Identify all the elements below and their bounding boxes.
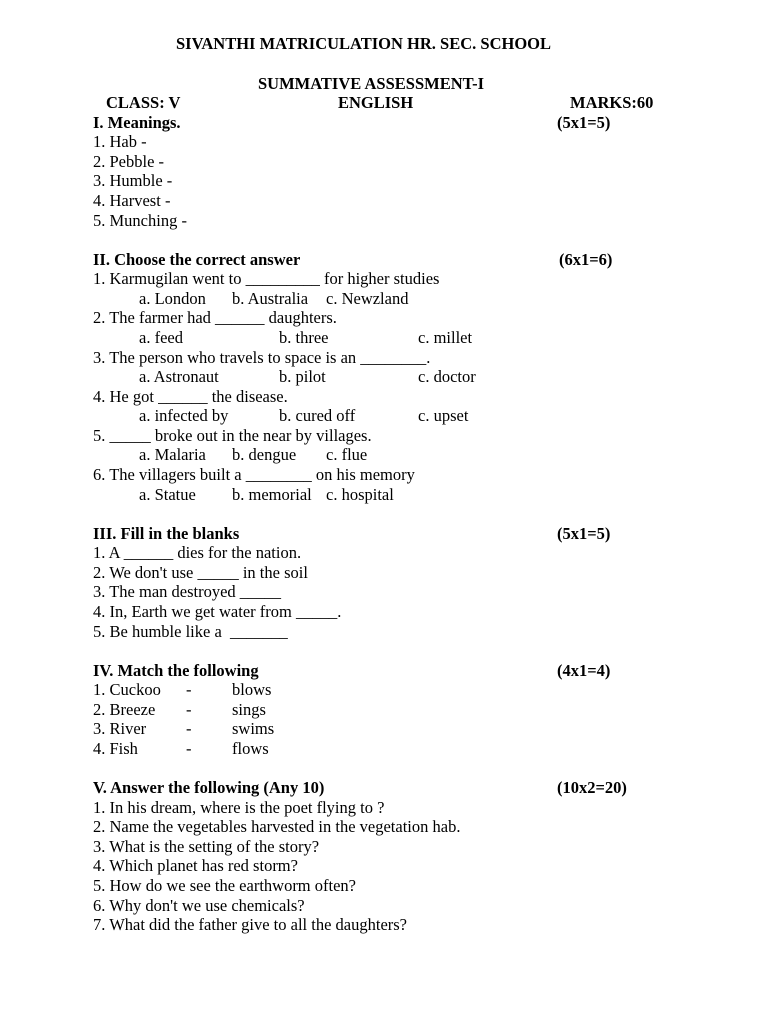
section-2-title: II. Choose the correct answer <box>93 250 301 269</box>
option-b: b. Australia <box>232 289 309 308</box>
match-dash: - <box>186 739 192 758</box>
section-1-title: I. Meanings. <box>93 113 181 132</box>
match-right: blows <box>232 680 272 699</box>
list-item: 1. A ______ dies for the nation. <box>93 543 302 562</box>
option-a: a. Statue <box>139 485 196 504</box>
option-b: b. dengue <box>232 445 297 464</box>
question-text: 2. The farmer had ______ daughters. <box>93 308 337 327</box>
option-c: c. flue <box>326 445 368 464</box>
option-c: c. Newzland <box>326 289 409 308</box>
question-text: 3. The person who travels to space is an ________. <box>93 348 431 367</box>
option-b: b. memorial <box>232 485 312 504</box>
list-item: 2. Name the vegetables harvested in the vegetation hab. <box>93 817 461 836</box>
list-item: 7. What did the father give to all the daughters? <box>93 915 408 934</box>
match-dash: - <box>186 700 192 719</box>
match-right: sings <box>232 700 266 719</box>
question-text: 4. He got ______ the disease. <box>93 387 288 406</box>
list-item: 4. Harvest - <box>93 191 171 210</box>
list-item: 1. In his dream, where is the poet flying to ? <box>93 798 385 817</box>
option-a: a. Malaria <box>139 445 206 464</box>
section-2-marks: (6x1=6) <box>559 250 613 269</box>
total-marks: MARKS:60 <box>570 93 654 112</box>
question-text: 5. _____ broke out in the near by villages. <box>93 426 372 445</box>
match-dash: - <box>186 680 192 699</box>
match-left: 1. Cuckoo <box>93 680 161 699</box>
section-5-marks: (10x2=20) <box>557 778 627 797</box>
option-c: c. hospital <box>326 485 394 504</box>
list-item: 6. Why don't we use chemicals? <box>93 896 305 915</box>
option-b: b. pilot <box>279 367 326 386</box>
match-left: 2. Breeze <box>93 700 156 719</box>
school-name: SIVANTHI MATRICULATION HR. SEC. SCHOOL <box>176 34 551 53</box>
subject-label: ENGLISH <box>338 93 414 112</box>
question-text: 6. The villagers built a ________ on his memory <box>93 465 415 484</box>
option-b: b. cured off <box>279 406 356 425</box>
option-c: c. doctor <box>418 367 476 386</box>
list-item: 4. In, Earth we get water from _____. <box>93 602 342 621</box>
list-item: 5. Munching - <box>93 211 187 230</box>
question-text: 1. Karmugilan went to _________ for higher studies <box>93 269 440 288</box>
option-a: a. Astronaut <box>139 367 219 386</box>
section-4-marks: (4x1=4) <box>557 661 611 680</box>
section-3-title: III. Fill in the blanks <box>93 524 240 543</box>
match-right: swims <box>232 719 275 738</box>
section-1-marks: (5x1=5) <box>557 113 611 132</box>
exam-title: SUMMATIVE ASSESSMENT-I <box>258 74 485 93</box>
option-a: a. feed <box>139 328 183 347</box>
section-5-title: V. Answer the following (Any 10) <box>93 778 325 797</box>
list-item: 1. Hab - <box>93 132 147 151</box>
list-item: 5. How do we see the earthworm often? <box>93 876 356 895</box>
list-item: 3. What is the setting of the story? <box>93 837 320 856</box>
list-item: 2. We don't use _____ in the soil <box>93 563 308 582</box>
match-left: 3. River <box>93 719 147 738</box>
match-right: flows <box>232 739 269 758</box>
list-item: 3. Humble - <box>93 171 173 190</box>
section-3-marks: (5x1=5) <box>557 524 611 543</box>
match-dash: - <box>186 719 192 738</box>
class-label: CLASS: V <box>106 93 181 112</box>
option-c: c. upset <box>418 406 469 425</box>
option-b: b. three <box>279 328 329 347</box>
match-left: 4. Fish <box>93 739 138 758</box>
option-a: a. London <box>139 289 206 308</box>
list-item: 5. Be humble like a _______ <box>93 622 288 641</box>
list-item: 4. Which planet has red storm? <box>93 856 298 875</box>
list-item: 3. The man destroyed _____ <box>93 582 282 601</box>
list-item: 2. Pebble - <box>93 152 165 171</box>
section-4-title: IV. Match the following <box>93 661 259 680</box>
option-c: c. millet <box>418 328 473 347</box>
option-a: a. infected by <box>139 406 229 425</box>
